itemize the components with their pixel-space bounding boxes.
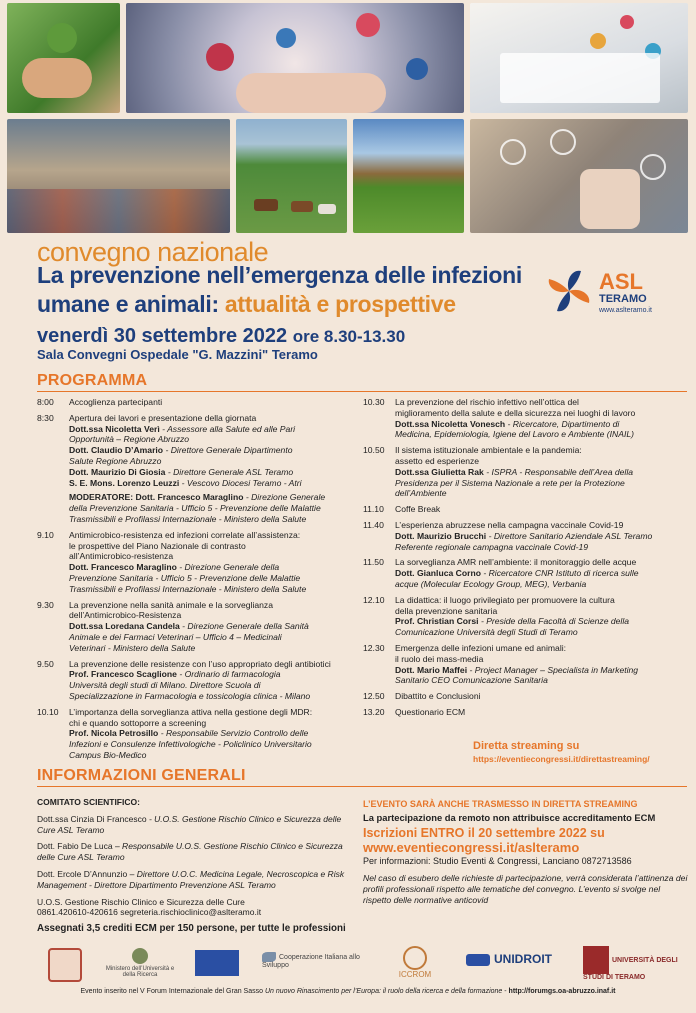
programma-text: chi e quando sottoporre a screening bbox=[69, 717, 207, 728]
contact-info: Per informazioni: Studio Eventi & Congressi, Lanciano 0872713586 bbox=[363, 856, 632, 866]
programma-item bbox=[363, 595, 688, 638]
programma-topic bbox=[395, 456, 688, 467]
segreteria-line1: U.O.S. Gestione Rischio Clinico e Sicurezza delle Cure bbox=[37, 896, 245, 907]
programma-speaker bbox=[69, 492, 357, 503]
programma-text: Prof. Christian Corsi bbox=[395, 616, 479, 627]
footer-separator: - bbox=[502, 988, 509, 995]
programma-item bbox=[363, 643, 688, 686]
eu-flag-icon bbox=[195, 950, 239, 976]
segreteria-contacts: 0861.420610-420616 segreteria.rischioclinico@aslteramo.it bbox=[37, 907, 262, 918]
asl-logo-name: ASL bbox=[599, 269, 643, 294]
programma-text: Animale e dei Farmaci Veterinari – Ufficio 4 – Medicinali bbox=[69, 631, 282, 642]
ecm-credits: Assegnati 3,5 crediti ECM per 150 persone, per tutte le professioni bbox=[37, 923, 346, 935]
overbooking-note: Nel caso di esubero delle richieste di partecipazione, verrà considerata l’attinenza dei profili professionali rispetto alle tematiche del convegno. L’evento si svolge nel rispetto delle normative anticovid bbox=[363, 873, 688, 905]
programma-role bbox=[69, 514, 357, 525]
programma-role bbox=[395, 627, 688, 638]
programma-topic bbox=[69, 718, 357, 729]
programma-text: Emergenza delle infezioni umane ed animali: bbox=[395, 642, 567, 653]
streaming-heading: Diretta streaming su bbox=[473, 740, 580, 752]
programma-item bbox=[37, 397, 357, 408]
informazioni-divider bbox=[37, 786, 687, 787]
programma-text: Campus Bio-Medico bbox=[69, 749, 147, 760]
event-subtitle: convegno nazionale bbox=[37, 237, 269, 267]
registration-info bbox=[363, 799, 688, 906]
event-title-line2 bbox=[37, 291, 456, 318]
programma-time: 9.30 bbox=[37, 599, 54, 610]
programma-text: Dibattito e Conclusioni bbox=[395, 691, 481, 702]
cooperazione-logo-text: Cooperazione Italiana allo Sviluppo bbox=[262, 953, 360, 969]
programma-role: - Vescovo Diocesi Teramo - Atri bbox=[179, 477, 302, 488]
programma-topic bbox=[395, 408, 688, 419]
programma-text: MODERATORE: Dott. Francesco Maraglino bbox=[69, 492, 244, 503]
programma-role bbox=[395, 429, 688, 440]
programma-text: Specializzazione in Farmacologia e tossicologia clinica - Milano bbox=[69, 690, 311, 701]
ministero-logo-text: Ministero dell’Università e della Ricerca bbox=[105, 966, 175, 978]
programma-text: Medicina, Epidemiologia, Igiene del Lavoro e Ambiente (INAIL) bbox=[395, 429, 635, 440]
programma-speaker bbox=[69, 478, 357, 489]
programma-text: Apertura dei lavori e presentazione della giornata bbox=[69, 412, 257, 423]
programma-speaker bbox=[69, 562, 357, 573]
programma-item bbox=[37, 707, 357, 761]
programma-item bbox=[363, 504, 688, 515]
programma-topic bbox=[395, 606, 688, 617]
asl-teramo-logo bbox=[543, 263, 683, 321]
event-venue: Sala Convegni Ospedale "G. Mazzini" Teramo bbox=[37, 347, 318, 362]
programma-text: S. E. Mons. Lorenzo Leuzzi bbox=[69, 477, 180, 488]
programma-time: 11.40 bbox=[363, 519, 384, 530]
photo-hands-plant bbox=[7, 3, 120, 113]
programma-text: della prevenzione sanitaria bbox=[395, 605, 498, 616]
programma-time: 11.50 bbox=[363, 557, 384, 568]
title-part-navy: umane e animali: bbox=[37, 291, 219, 317]
world-map-icon bbox=[466, 954, 490, 966]
programma-heading: PROGRAMMA bbox=[37, 372, 148, 389]
streaming-box bbox=[473, 740, 687, 764]
programma-text: acque (Molecular Ecology Group, MEG), Verbania bbox=[395, 578, 587, 589]
programma-text: Trasmissibili e Profilassi Internazionale - Ministero della Salute bbox=[69, 513, 307, 524]
programma-role bbox=[395, 478, 688, 489]
iccrom-logo-text: ICCROM bbox=[398, 970, 432, 979]
member-role: – Direttore U.O.C. Medicina Legale, Necroscopica e Risk Management - Direttore Dipartimento Prevenzione ASL Teramo bbox=[37, 868, 345, 890]
member-role: - U.O.S. Gestione Rischio Clinico e Sicurezza delle Cure ASL Teramo bbox=[37, 813, 342, 835]
programma-text: L’esperienza abruzzese nella campagna vaccinale Covid-19 bbox=[395, 519, 624, 530]
programma-topic bbox=[69, 707, 357, 718]
programma-topic bbox=[395, 691, 688, 702]
programma-item bbox=[363, 707, 688, 718]
programma-topic bbox=[69, 659, 357, 670]
programma-time: 8:30 bbox=[37, 412, 54, 423]
programma-topic bbox=[395, 595, 688, 606]
programma-time: 12.30 bbox=[363, 642, 385, 653]
programma-text: Questionario ECM bbox=[395, 706, 466, 717]
photo-crop-field bbox=[353, 119, 464, 233]
registration-link[interactable]: www.eventiecongressi.it/aslteramo bbox=[363, 840, 580, 855]
programma-text: Accoglienza partecipanti bbox=[69, 397, 163, 407]
programma-time: 12.50 bbox=[363, 691, 385, 702]
programma-role: - Ordinario di farmacologia bbox=[176, 669, 281, 680]
programma-text: della Prevenzione Sanitaria - Ufficio 5 - Prevenzione delle Malattie bbox=[69, 503, 321, 514]
programma-text: Dott. Claudio D’Amario bbox=[69, 445, 164, 456]
programma-speaker bbox=[69, 445, 357, 456]
programma-text: La prevenzione delle resistenze con l’uso appropriato degli antibiotici bbox=[69, 658, 331, 669]
asl-logo-url: www.aslteramo.it bbox=[599, 307, 652, 314]
member-name: Dott.ssa Cinzia Di Francesco bbox=[37, 813, 147, 824]
programma-text: Dott.ssa Nicoletta Verì bbox=[69, 423, 160, 434]
programma-role bbox=[69, 691, 357, 702]
programma-role bbox=[69, 632, 357, 643]
programma-time: 9.10 bbox=[37, 529, 54, 540]
programma-topic bbox=[395, 654, 688, 665]
event-date-time: ore 8.30-13.30 bbox=[292, 327, 406, 346]
programma-text: Antimicrobico-resistenza ed infezioni correlate all’assistenza: bbox=[69, 529, 301, 540]
programma-speaker bbox=[395, 665, 688, 676]
programma-text: L’importanza della sorveglianza attiva nella gestione degli MDR: bbox=[69, 706, 313, 717]
programma-role: - Ricercatore, Dipartimento di bbox=[505, 418, 620, 429]
programma-left-column bbox=[37, 397, 357, 766]
asl-logo-city: TERAMO bbox=[599, 293, 647, 305]
programma-text: Sanitario CEO Comunicazione Sanitaria bbox=[395, 675, 548, 686]
programma-role: - Direttore Generale ASL Teramo bbox=[165, 466, 294, 477]
programma-role bbox=[395, 542, 688, 553]
programma-topic bbox=[395, 504, 688, 515]
programma-text: La prevenzione nella sanità animale e la sorveglianza bbox=[69, 599, 273, 610]
programma-role: - Responsabile Servizio Controllo delle bbox=[158, 728, 309, 739]
programma-role: - ISPRA - Responsabile dell’Area della bbox=[483, 466, 634, 477]
comitato-member bbox=[37, 814, 347, 836]
registration-deadline: Iscrizioni ENTRO il 20 settembre 2022 su bbox=[363, 826, 605, 840]
programma-topic bbox=[395, 397, 688, 408]
programma-role bbox=[395, 488, 688, 499]
cooperazione-logo bbox=[262, 952, 372, 969]
programma-text: Dott.ssa Nicoletta Vonesch bbox=[395, 418, 506, 429]
programma-role bbox=[69, 456, 357, 467]
programma-topic bbox=[69, 600, 357, 611]
universita-teramo-logo bbox=[583, 946, 688, 981]
programma-role bbox=[395, 675, 688, 686]
programma-topic bbox=[395, 520, 688, 531]
comitato-heading: COMITATO SCIENTIFICO: bbox=[37, 797, 140, 807]
programma-text: Salute Regione Abruzzo bbox=[69, 455, 162, 466]
programma-text: le prospettive del Piano Nazionale di contrasto bbox=[69, 540, 246, 551]
programma-item bbox=[37, 659, 357, 702]
programma-text: Dott. Francesco Maraglino bbox=[69, 562, 177, 573]
programma-text: Dott. Maurizio Di Giosia bbox=[69, 466, 166, 477]
programma-time: 12.10 bbox=[363, 594, 385, 605]
comitato-scientifico bbox=[37, 797, 347, 935]
programma-time: 11.10 bbox=[363, 504, 384, 515]
programma-item bbox=[363, 691, 688, 702]
footer-link[interactable]: http://forumgs.oa-abruzzo.inaf.it bbox=[508, 988, 616, 995]
programma-text: Prevenzione Sanitaria - Ufficio 5 - Prevenzione delle Malattie bbox=[69, 572, 301, 583]
programma-text: Dott. Maurizio Brucchi bbox=[395, 530, 487, 541]
programma-time: 8:00 bbox=[37, 397, 54, 407]
programma-role: - Direttore Generale Dipartimento bbox=[163, 445, 293, 456]
programma-item bbox=[363, 520, 688, 552]
programma-role bbox=[69, 434, 357, 445]
photo-cows-field bbox=[236, 119, 347, 233]
programma-role bbox=[69, 573, 357, 584]
programma-topic bbox=[69, 530, 357, 541]
programma-role bbox=[69, 584, 357, 595]
programma-role: - Project Manager – Specialista in Marketing bbox=[467, 664, 639, 675]
programma-text: Dott.ssa Giulietta Rak bbox=[395, 466, 484, 477]
programma-time: 9.50 bbox=[37, 658, 54, 669]
programma-text: Comunicazione Università degli Studi di Teramo bbox=[395, 627, 578, 638]
footer-italic: Un nuovo Rinascimento per l’Europa: il ruolo della ricerca e della formazione bbox=[263, 988, 503, 995]
programma-topic bbox=[69, 413, 357, 424]
photo-smartphone-icons bbox=[470, 119, 688, 233]
programma-speaker bbox=[69, 467, 357, 478]
programma-role bbox=[69, 750, 357, 761]
programma-item bbox=[37, 530, 357, 595]
iccrom-logo bbox=[392, 946, 438, 979]
programma-text: Veterinari - Ministero della Salute bbox=[69, 642, 196, 653]
programma-role: - Direttore Sanitario Aziendale ASL Teramo bbox=[486, 530, 653, 541]
programma-speaker bbox=[69, 621, 357, 632]
sponsor-logos bbox=[0, 944, 696, 988]
programma-speaker bbox=[395, 531, 688, 542]
programma-topic bbox=[395, 445, 688, 456]
programma-topic bbox=[69, 610, 357, 621]
programma-text: Prof. Francesco Scaglione bbox=[69, 669, 177, 680]
programma-text: assetto ed esperienze bbox=[395, 455, 480, 466]
programma-role bbox=[69, 503, 357, 514]
programma-time: 10.50 bbox=[363, 445, 385, 456]
footer-text: Evento inserito nel V Forum Internazionale del Gran Sasso bbox=[80, 988, 264, 995]
programma-role: - Direzione Generale della Sanità bbox=[179, 621, 309, 632]
asl-pinwheel-icon bbox=[543, 265, 595, 317]
programma-speaker bbox=[395, 568, 688, 579]
programma-topic bbox=[395, 707, 688, 718]
programma-text: dell’Ambiente bbox=[395, 488, 447, 499]
informazioni-heading: INFORMAZIONI GENERALI bbox=[37, 767, 246, 784]
programma-item bbox=[37, 600, 357, 654]
programma-item bbox=[363, 557, 688, 589]
programma-time: 10.10 bbox=[37, 706, 59, 717]
programma-speaker bbox=[395, 616, 688, 627]
programma-topic bbox=[395, 557, 688, 568]
programma-text: La prevenzione del rischio infettivo nell’ottica del bbox=[395, 397, 579, 407]
programma-topic bbox=[395, 643, 688, 654]
programma-item bbox=[37, 413, 357, 525]
programma-role: - Assessore alla Salute ed alle Pari bbox=[159, 423, 296, 434]
streaming-link[interactable]: https://eventiecongressi.it/direttastreaming/ bbox=[473, 754, 650, 764]
programma-speaker bbox=[69, 728, 357, 739]
programma-text: Dott. Mario Maffei bbox=[395, 664, 468, 675]
programma-item bbox=[363, 445, 688, 499]
programma-divider bbox=[37, 391, 687, 392]
photo-crowd-street bbox=[7, 119, 230, 233]
bird-icon bbox=[262, 952, 276, 962]
programma-text: Prof. Nicola Petrosillo bbox=[69, 728, 159, 739]
member-name: Dott. Fabio De Luca bbox=[37, 841, 113, 852]
ministero-logo bbox=[100, 948, 180, 978]
remote-notice: La partecipazione da remoto non attribuisce accreditamento ECM bbox=[363, 812, 656, 823]
globe-icon bbox=[403, 946, 427, 970]
programma-text: Referente regionale campagna vaccinale Covid-19 bbox=[395, 541, 588, 552]
unidroit-logo bbox=[466, 952, 566, 966]
programma-text: il ruolo dei mass-media bbox=[395, 653, 484, 664]
programma-role: - Preside della Facoltà di Scienze della bbox=[478, 616, 630, 627]
photo-book-laptop bbox=[470, 3, 688, 113]
member-role: – Responsabile U.O.S. Gestione Rischio Clinico e Sicurezza delle Cure ASL Teramo bbox=[37, 841, 343, 863]
programma-text: miglioramento della salute e della sicurezza nei luoghi di lavoro bbox=[395, 407, 636, 418]
universita-logo-text: UNIVERSITÀ DEGLI STUDI DI TERAMO bbox=[583, 956, 678, 981]
comitato-member bbox=[37, 841, 347, 863]
programma-topic bbox=[69, 551, 357, 562]
emblem-icon bbox=[132, 948, 148, 964]
programma-role bbox=[69, 680, 357, 691]
event-date-day: venerdì 30 settembre 2022 bbox=[37, 325, 288, 347]
programma-topic bbox=[69, 541, 357, 552]
programma-time: 10.30 bbox=[363, 397, 385, 407]
footer bbox=[0, 988, 696, 995]
programma-text: Coffe Break bbox=[395, 504, 441, 515]
programma-text: La sorveglianza AMR nell’ambiente: il monitoraggio delle acque bbox=[395, 557, 637, 568]
programma-text: Opportunità – Regione Abruzzo bbox=[69, 434, 190, 445]
programma-speaker bbox=[69, 669, 357, 680]
programma-right-column bbox=[363, 397, 688, 723]
programma-text: Università degli studi di Milano. Direttore Scuola di bbox=[69, 680, 261, 691]
programma-role: - Direzione Generale bbox=[243, 492, 326, 503]
programma-item bbox=[363, 397, 688, 440]
comitato-member bbox=[37, 869, 347, 891]
event-date bbox=[37, 325, 405, 348]
programma-text: Presidenza per il Sistema Nazionale a rete per la Protezione bbox=[395, 477, 625, 488]
programma-speaker bbox=[395, 467, 688, 478]
programma-speaker bbox=[395, 419, 688, 430]
programma-text: Dott. Gianluca Corno bbox=[395, 568, 481, 579]
streaming-notice: L’EVENTO SARÀ ANCHE TRASMESSO IN DIRETTA STREAMING bbox=[363, 799, 638, 809]
programma-text: dell’Antimicrobico-Resistenza bbox=[69, 610, 182, 621]
coat-of-arms-icon bbox=[48, 948, 82, 982]
programma-text: Il sistema istituzionale ambientale e la pandemia: bbox=[395, 445, 582, 456]
programma-text: Dott.ssa Loredana Candela bbox=[69, 621, 180, 632]
title-part-accent: attualità e prospettive bbox=[224, 291, 456, 317]
programma-role: - Ricercatore CNR Istituto di ricerca sulle bbox=[480, 568, 639, 579]
programma-time: 13.20 bbox=[363, 706, 385, 717]
programma-topic bbox=[69, 397, 357, 408]
programma-role: - Direzione Generale della bbox=[176, 562, 280, 573]
programma-text: Trasmissibili e Profilassi Internazionale - Ministero della Salute bbox=[69, 583, 307, 594]
member-name: Dott. Ercole D’Annunzio bbox=[37, 868, 128, 879]
programma-speaker bbox=[69, 424, 357, 435]
programma-role bbox=[395, 579, 688, 590]
programma-role bbox=[69, 643, 357, 654]
unidroit-logo-text: UNIDROIT bbox=[494, 952, 552, 966]
photo-collage bbox=[0, 0, 696, 240]
photo-virus-hand bbox=[126, 3, 464, 113]
programma-text: all’Antimicrobico-resistenza bbox=[69, 551, 174, 562]
programma-text: La didattica: il luogo privilegiato per promuovere la cultura bbox=[395, 594, 615, 605]
programma-role bbox=[69, 739, 357, 750]
event-title-line1: La prevenzione nell’emergenza delle infezioni bbox=[37, 262, 522, 288]
programma-text: Infezioni e Consulenze Infettivologiche - Policlinico Universitario bbox=[69, 739, 312, 750]
university-crest-icon bbox=[583, 946, 609, 974]
